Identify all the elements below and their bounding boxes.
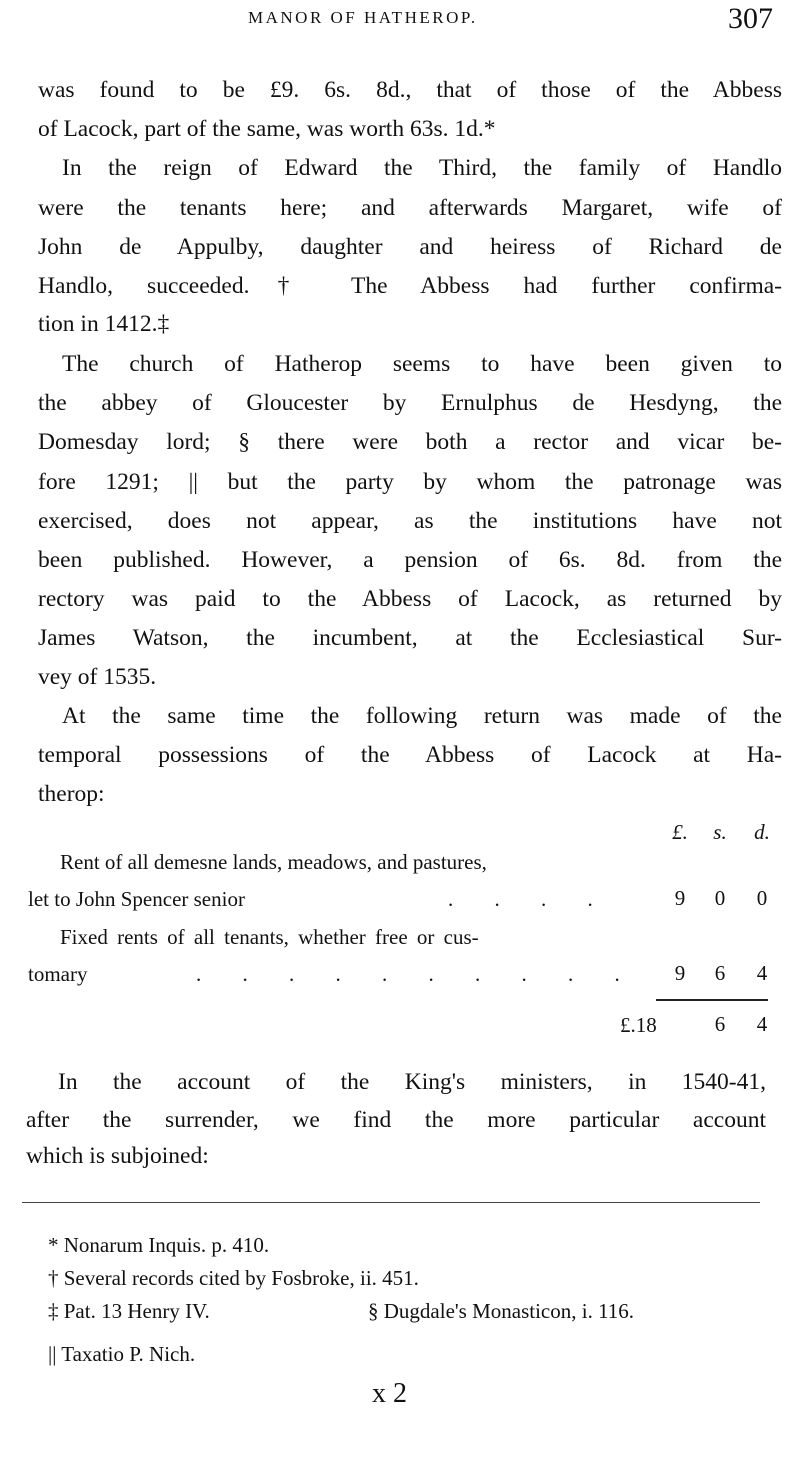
- footnote: ‡ Pat. 13 Henry IV.: [48, 1299, 210, 1323]
- text-line: was found to be £9. 6s. 8d., that of those of the Abbess: [38, 77, 782, 103]
- text-line: vey of 1535.: [38, 664, 157, 690]
- shillings-value: 0: [714, 886, 726, 910]
- text-line: The church of Hatherop seems to have been given to: [62, 351, 782, 377]
- total-pounds: £.18: [620, 1013, 657, 1037]
- pounds-value: 9: [674, 961, 686, 985]
- text-line: therop:: [38, 781, 105, 807]
- footnote: || Taxatio P. Nich.: [48, 1342, 196, 1366]
- text-line: tion in 1412.‡: [38, 311, 170, 337]
- text-line: Handlo, succeeded.† The Abbess had further confirma-: [38, 273, 782, 299]
- text-line: of Lacock, part of the same, was worth 63s. 1d.*: [38, 116, 496, 142]
- footnote: § Dugdale's Monasticon, i. 116.: [368, 1299, 635, 1323]
- page-number: 307: [728, 2, 773, 35]
- footnote: * Nonarum Inquis. p. 410.: [48, 1233, 270, 1257]
- text-line: James Watson, the incumbent, at the Ecclesiastical Sur-: [38, 625, 782, 651]
- text-line: Domesday lord; § there were both a rector and vicar be-: [38, 429, 782, 455]
- column-header-pence: d.: [754, 820, 770, 844]
- signature-mark: x 2: [372, 1378, 407, 1409]
- text-line: the abbey of Gloucester by Ernulphus de Hesdyng, the: [38, 390, 782, 416]
- table-row-label: tomary: [28, 962, 88, 986]
- total-pence: 4: [756, 1012, 768, 1036]
- text-line: which is subjoined:: [26, 1143, 209, 1169]
- pounds-value: 9: [674, 886, 686, 910]
- footnote: † Several records cited by Fosbroke, ii. 451.: [48, 1266, 419, 1290]
- column-header-pounds: £.: [672, 820, 688, 844]
- table-row-label: let to John Spencer senior: [28, 887, 245, 911]
- text-line: rectory was paid to the Abbess of Lacock, as returned by: [38, 586, 782, 612]
- text-line: temporal possessions of the Abbess of Lacock at Ha-: [38, 742, 782, 768]
- dot-leader: . . . . . . . . . .: [196, 962, 620, 986]
- pence-value: 4: [756, 961, 768, 985]
- text-line: been published. However, a pension of 6s. 8d. from the: [38, 547, 782, 573]
- text-line: In the reign of Edward the Third, the family of Handlo: [62, 155, 782, 181]
- column-header-shillings: s.: [713, 820, 727, 844]
- text-line: fore 1291; || but the party by whom the patronage was: [38, 469, 782, 495]
- dot-leader: . . . .: [448, 887, 593, 911]
- text-line: At the same time the following return was made of the: [62, 703, 782, 729]
- pence-value: 0: [756, 886, 768, 910]
- table-row-label: Fixed rents of all tenants, whether free or cus-: [60, 925, 479, 949]
- text-line: exercised, does not appear, as the institutions have not: [38, 508, 782, 534]
- running-title: MANOR OF HATHEROP.: [248, 8, 478, 27]
- total-shillings: 6: [714, 1012, 726, 1036]
- text-line: John de Appulby, daughter and heiress of Richard de: [38, 234, 782, 260]
- table-row-label: Rent of all demesne lands, meadows, and pastures,: [60, 850, 487, 874]
- text-line: In the account of the King's ministers, in 1540-41,: [58, 1069, 766, 1095]
- text-line: were the tenants here; and afterwards Margaret, wife of: [38, 195, 782, 221]
- sum-rule: [656, 999, 768, 1001]
- footnote-divider: [22, 1202, 760, 1203]
- shillings-value: 6: [714, 961, 726, 985]
- text-line: after the surrender, we find the more particular account: [26, 1107, 766, 1133]
